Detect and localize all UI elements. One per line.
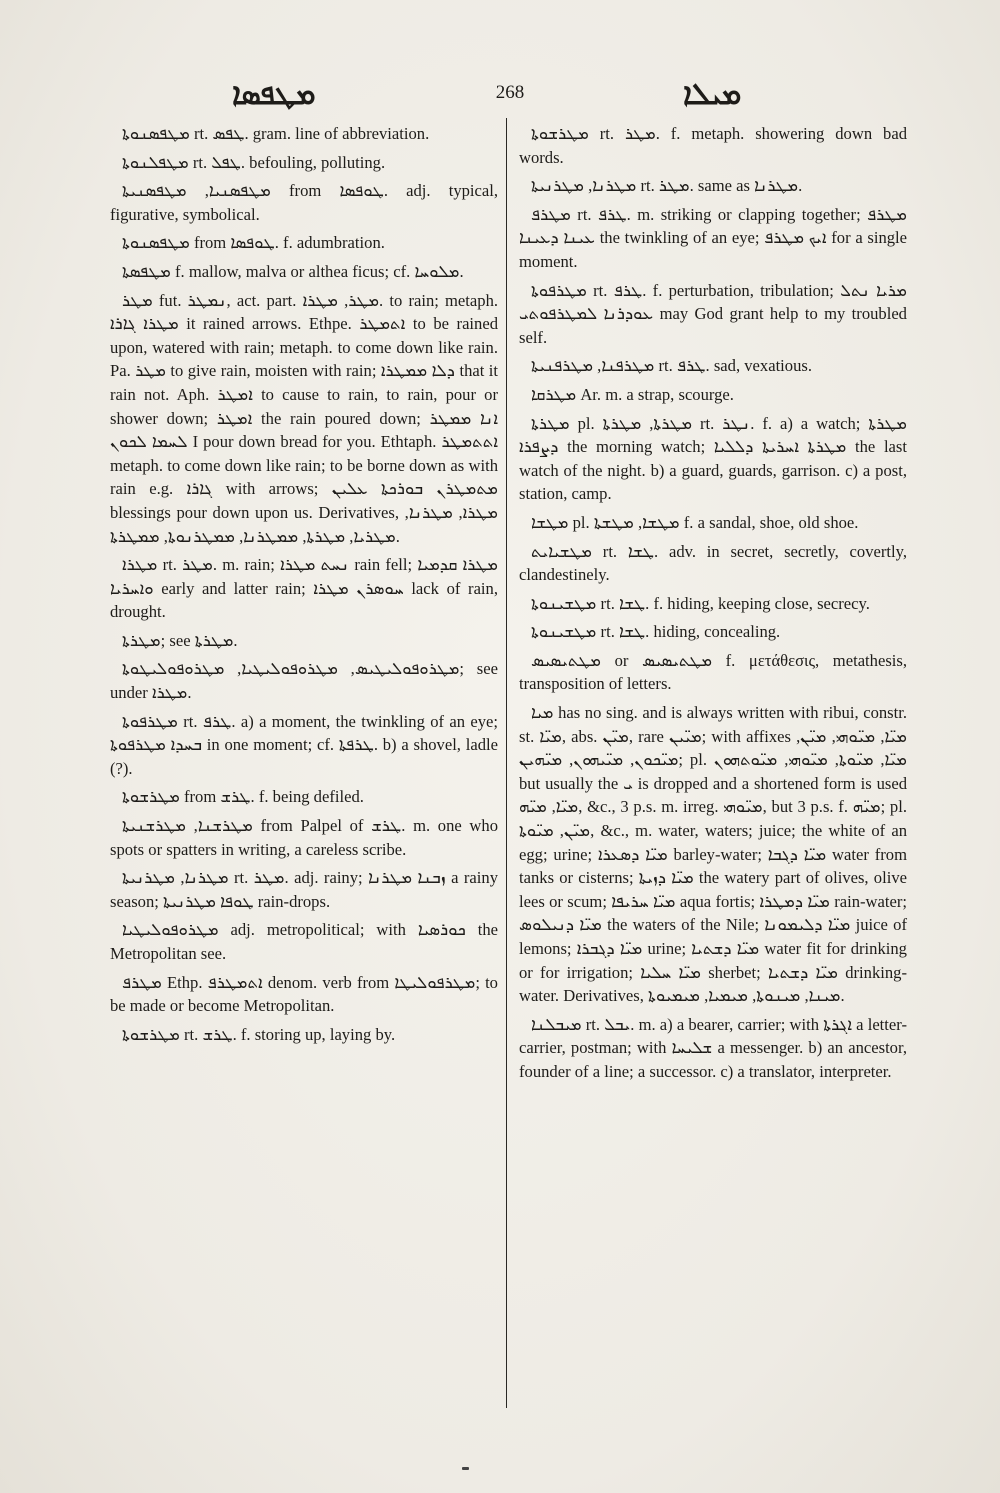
left-column	[110, 122, 498, 1051]
entry: ܡܛܫܝܢܘܬܐ rt. ܛܫܐ. f. hiding, keeping close, secrecy.	[531, 593, 870, 613]
right-running-head: ܡܝܠܐ	[683, 78, 742, 111]
entry: ܡܛܪܦܢܐ, ܡܛܪܦܢܝܬܐ rt. ܛܪܦ. sad, vexatious.	[531, 356, 812, 376]
entry: ܡܛܪܫܢܐ, ܡܛܪܫܢܝܬܐ from Palpel of ܛܪܫ. m. one who spots or spatters in writing, a careless scribe.	[110, 816, 499, 859]
entry: ܡܛܪܢܐ, ܡܛܪܢܝܬܐ rt. ܡܛܪ. adj. rainy; ܙܒܢܐ ܡܛܪܢܐ a rainy season; ܛܘܦܐ ܡܛܪܢܝܬܐ rain-drops.	[110, 868, 498, 911]
entry: ܡܛܪ fut. ܢܡܛܪ, act. part. ܡܛܪ, ܡܛܪܐ. to rain; metaph. ܡܛܪܐ ܓܐܪܐ it rained arrows. Ethpe. ܐܬܡܛܪ to be rained upon, watered with rain; metaph. to come down like rain. Pa. ܡܛܪ to give rain, moisten with rain; ܕܠܐ ܡܡܛܪܐ that it rain not. Aph. ܐܡܛܪ to cause to rain, to rain, pour or shower down; ܐܡܛܪ the rain poured down; ܐܢܐ ܡܡܛܪ ܠܚܡܐ ܠܟܘܢ I pour down bread for you. Ethtaph. ܐܬܬܡܛܪ metaph. to come down like rain; to be borne down as with rain e.g. ܓܐܪܐ with arrows; ܡܬܡܛܪܢ ܒܘܪܟܬܐ ܥܠܝܢ blessings pour down upon us. Derivatives, ܡܛܪܐ, ܡܛܪܢܐ, ܡܛܪܝܐ, ܡܛܪܬܐ, ܡܡܛܪܢܐ, ܡܡܛܪܢܘܬܐ, ܡܡܛܪܬܐ.	[110, 290, 499, 546]
entry: ܡܛܪܬܐ; see ܡܛܪܬܐ.	[122, 630, 238, 650]
entry: ܡܛܪܦܘܬܐ rt. ܛܪܦ. a) a moment, the twinkling of an eye; ܒܚܕܐ ܡܛܪܦܘܬܐ in one moment; cf. ܛܪܦܬܐ. b) a shovel, ladle (?).	[110, 711, 498, 778]
entry: ܡܛܪܬܐ pl. ܡܛܪܬܐ, ܡܛܪܬܐ rt. ܢܛܪ. f. a) a watch; ܡܛܪܬܐ ܕܨܦܪܐ the morning watch; ܡܛܪܬܐ ܐܚܪܝܬܐ ܕܠܠܝܐ the last watch of the night. b) a guard, guards, garrison. c) a post, station, camp.	[519, 413, 907, 504]
entry: ܡܛܫܐ pl. ܡܛܫܐ, ܡܛܫܬܐ f. a sandal, shoe, old shoe.	[531, 512, 859, 532]
entry: ܡܛܦܣܢܝܐ, ܡܛܦܣܢܝܬܐ from ܛܘܦܣܐ. adj. typical, figurative, symbolical.	[110, 181, 499, 224]
right-column	[519, 122, 907, 1089]
left-running-head: ܡܛܦܣܐ	[232, 78, 316, 111]
entry: ܡܛܫܝܐܝܬ rt. ܛܫܐ. adv. in secret, secretly, covertly, clandestinely.	[519, 541, 907, 585]
entry: ܡܛܪܢܐ, ܡܛܪܢܝܬܐ rt. ܡܛܪ. same as ܡܛܪܢܐ.	[531, 176, 803, 196]
entry: ܡܝܐ has no sing. and is always written with ribui, constr. st. ܡܝ̈ܐ, abs. ܡܝ̈ܢ, rare ܡܝ̈ܝܢ; with affixes ܡܝ̈ܐ, ܡܝ̈ܘܗܝ, ܡܝ̈ܢ, ܡܝ̈ܟܘܢ, ܡܝ̈ܝܗܘܢ, ܡܝ̈ܗܝܢ; pl. ܡܝ̈ܐ, ܡܝ̈ܘܬܐ, ܡܝ̈ܘܗܝ, ܡܝ̈ܘܬܗܘܢ but usually the ܝ is dropped and a shortened form is used ܡܝ̈ܐ, ܡܝ̈ܗ, &c., 3 p.s. m. irreg. ܡܝ̈ܘܗܝ, but 3 p.s. f. ܡܝ̈ܗ; pl. ܡܝ̈ܢ, ܡܝ̈ܘܬܐ, &c., m. water, waters; juice; the white of an egg; urine; ܡܝ̈ܐ ܕܣܥܪܐ barley-water; ܡܝ̈ܐ ܕܓܒܐ water from tanks or cisterns; ܡܝ̈ܐ ܕܙܝܬܐ the watery part of olives, olive lees or scum; ܡܝ̈ܐ ܚܪܝܦܐ aqua fortis; ܡܝ̈ܐ ܕܡܛܪܐ rain-water; ܡܝ̈ܐ ܕܢܝܠܘܣ the waters of the Nile; ܡܝ̈ܐ ܕܠܝܡܘܢܐ juice of lemons; ܡܝ̈ܐ ܕܓܒܪܐ urine; ܡܝ̈ܐ ܕܫܬܝܐ water fit for drinking or for irrigation; ܡܝ̈ܐ ܚܠܝܐ sherbet; ܡܝ̈ܐ ܕܫܬܝܐ drinking-water. Derivatives, ܡܝܢܐ, ܡܝܢܘܬܐ, ܡܝܡܝܐ, ܡܝܡܝܘܬܐ.	[519, 703, 908, 1006]
entry: ܡܛܦܣܢܘܬܐ rt. ܛܦܣ. gram. line of abbreviation.	[122, 124, 430, 143]
entry: ܡܝܒܠܢܐ rt. ܝܒܠ. m. a) a bearer, carrier; with ܐܓܪܬܐ a letter-carrier, postman; with ܫܠܝܚܐ a messenger. b) an ancestor, founder of a line; a successor. c) a translator, interpreter.	[519, 1014, 907, 1081]
entry: ܡܛܦܠܢܘܬܐ rt. ܛܦܠ. befouling, polluting.	[122, 152, 386, 172]
entry: ܡܛܪܫܘܬܐ from ܛܪܫ. f. being defiled.	[122, 787, 364, 807]
page-number: 268	[495, 82, 525, 103]
entry: ܡܛܪܦ rt. ܛܪܦ. m. striking or clapping together; ܡܛܪܦ ܥܝܢܐ ܕܥܝܢܐ the twinkling of an eye; ܐܝܟ ܡܛܪܦ for a single moment.	[519, 204, 908, 271]
entry: ܡܛܪܫܘܬܐ rt. ܛܪܫ. f. storing up, laying by.	[122, 1024, 396, 1044]
page-header	[0, 74, 1000, 114]
entry: ܡܛܪܐ rt. ܡܛܪ. m. rain; ܢܚܬ ܡܛܪܐ rain fell; ܡܛܪܐ ܩܕܡܝܐ ܘܐܚܪܝܐ early and latter rain; ܚܘܣܪܢ ܡܛܪܐ lack of rain, drought.	[110, 555, 499, 622]
page-mark	[462, 1467, 469, 1470]
entry: ܡܛܪܘܦܘܠܝܛܝܣ, ܡܛܪܘܦܘܠܝܛܝܐ, ܡܛܪܘܦܘܠܝܛܘܬܐ; see under ܡܛܪܐ.	[110, 659, 498, 703]
entry: ܡܛܪܘܦܘܠܝܛܝܐ adj. metropolitical; with ܟܘܪܣܝܐ the Metropolitan see.	[110, 920, 498, 963]
entry: ܡܛܦܣܢܘܬܐ from ܛܘܦܣܐ. f. adumbration.	[122, 233, 385, 253]
entry: ܡܛܪܫܘܬܐ rt. ܡܛܪ. f. metaph. showering down bad words.	[519, 124, 907, 167]
entry: ܡܛܦܣܬܐ f. mallow, malva or althea ficus; cf. ܡܠܘܚܐ.	[122, 261, 464, 281]
entry: ܡܛܪܦܘܬܐ rt. ܛܪܦ. f. perturbation, tribulation; ܡܪܝܐ ܢܬܠ ܥܘܕܪܢܐ ܠܡܛܪܦܘܬܝ may God grant help to my troubled self.	[519, 280, 907, 347]
entry: ܡܛܪܦ Ethp. ܐܬܡܛܪܦ denom. verb from ܡܛܪܦܘܠܝܛܐ; to be made or become Metropolitan.	[110, 972, 498, 1016]
entry: ܡܛܫܝܢܘܬܐ rt. ܛܫܐ. hiding, concealing.	[531, 622, 781, 642]
entry: ܡܛܬܝܣܝܣ or ܡܛܬܝܣܝܣ f. μετάθεσις, metathesis, transposition of letters.	[519, 650, 908, 694]
column-divider	[506, 118, 507, 1408]
entry: ܡܛܪܩܐ Ar. m. a strap, scourge.	[531, 384, 734, 404]
